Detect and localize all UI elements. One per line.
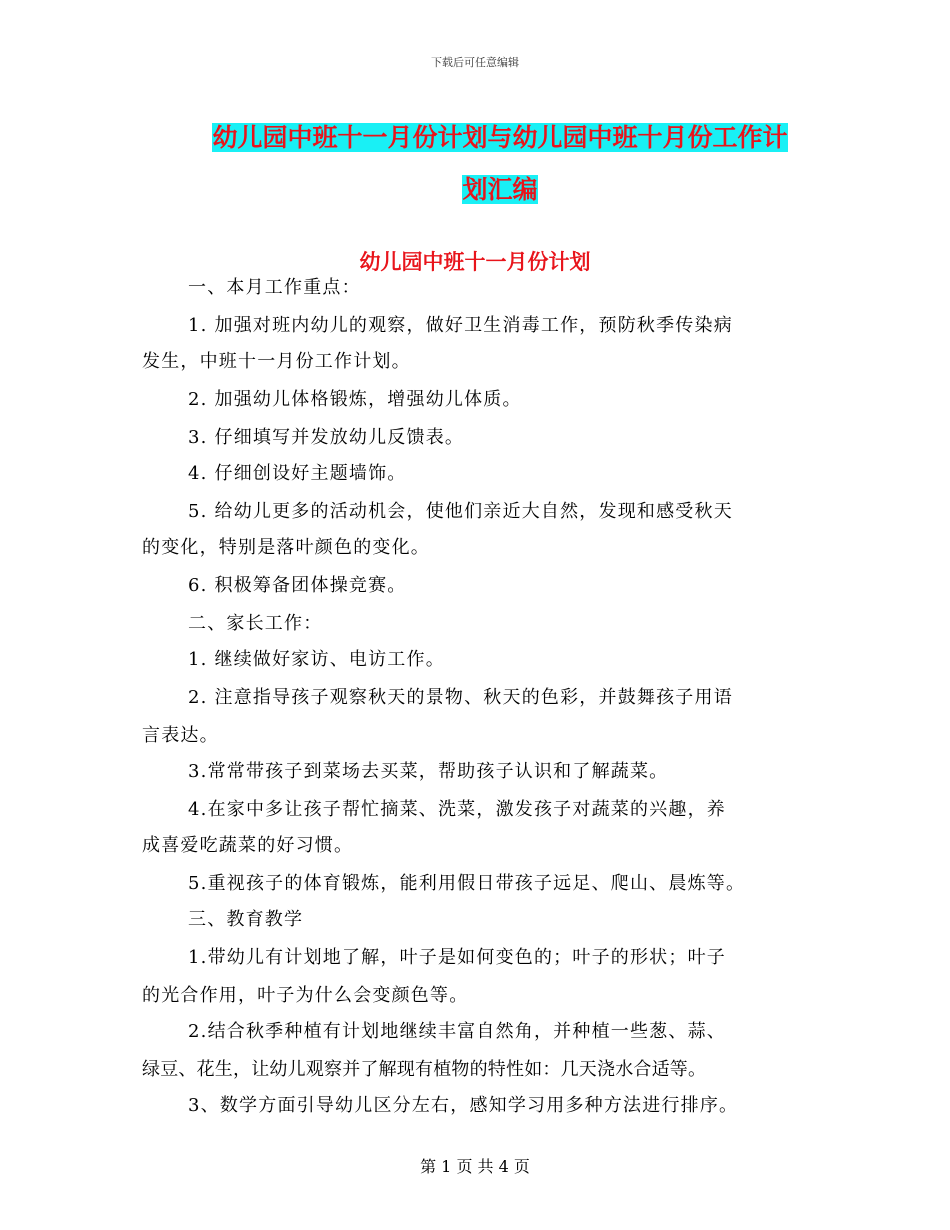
paragraph-line: 言表达。	[142, 725, 219, 746]
heading-line: 一、本月工作重点：	[188, 277, 361, 298]
paragraph-line: 1. 继续做好家访、电访工作。	[188, 649, 445, 670]
title-line-2: 划汇编	[462, 175, 538, 204]
paragraph-line: 的光合作用，叶子为什么会变颜色等。	[142, 985, 469, 1006]
paragraph-line: 发生，中班十一月份工作计划。	[142, 351, 411, 372]
paragraph-line: 2. 加强幼儿体格锻炼，增强幼儿体质。	[188, 389, 522, 410]
document-title	[190, 112, 810, 216]
section-title: 幼儿园中班十一月份计划	[359, 250, 591, 274]
paragraph-line: 5.重视孩子的体育锻炼，能利用假日带孩子远足、爬山、晨炼等。	[188, 873, 746, 894]
paragraph-line: 2. 注意指导孩子观察秋天的景物、秋天的色彩，并鼓舞孩子用语	[188, 687, 733, 708]
paragraph-line: 4.在家中多让孩子帮忙摘菜、洗菜，激发孩子对蔬菜的兴趣，养	[188, 799, 726, 820]
paragraph-line: 2.结合秋季种植有计划地继续丰富自然角，并种植一些葱、蒜、	[188, 1021, 726, 1042]
paragraph-line: 3. 仔细填写并发放幼儿反馈表。	[188, 427, 465, 448]
paragraph-line: 6. 积极筹备团体操竞赛。	[188, 575, 407, 596]
paragraph-line: 3、数学方面引导幼儿区分左右，感知学习用多种方法进行排序。	[188, 1095, 739, 1116]
paragraph-line: 绿豆、花生，让幼儿观察并了解现有植物的特性如：几天浇水合适等。	[142, 1059, 707, 1080]
page-footer: 第 1 页 共 4 页	[420, 1157, 530, 1176]
paragraph-line: 4. 仔细创设好主题墙饰。	[188, 463, 407, 484]
heading-line: 三、教育教学	[188, 909, 304, 930]
title-line-1: 幼儿园中班十一月份计划与幼儿园中班十月份工作计	[212, 123, 788, 152]
header-note: 下载后可任意编辑	[431, 56, 519, 69]
heading-line: 二、家长工作：	[188, 613, 323, 634]
paragraph-line: 1. 加强对班内幼儿的观察，做好卫生消毒工作，预防秋季传染病	[188, 315, 733, 336]
paragraph-line: 3.常常带孩子到菜场去买菜，帮助孩子认识和了解蔬菜。	[188, 761, 669, 782]
paragraph-line: 1.带幼儿有计划地了解，叶子是如何变色的；叶子的形状；叶子	[188, 947, 726, 968]
paragraph-line: 的变化，特别是落叶颜色的变化。	[142, 537, 430, 558]
paragraph-line: 成喜爱吃蔬菜的好习惯。	[142, 835, 354, 856]
paragraph-line: 5. 给幼儿更多的活动机会，使他们亲近大自然，发现和感受秋天	[188, 501, 733, 522]
